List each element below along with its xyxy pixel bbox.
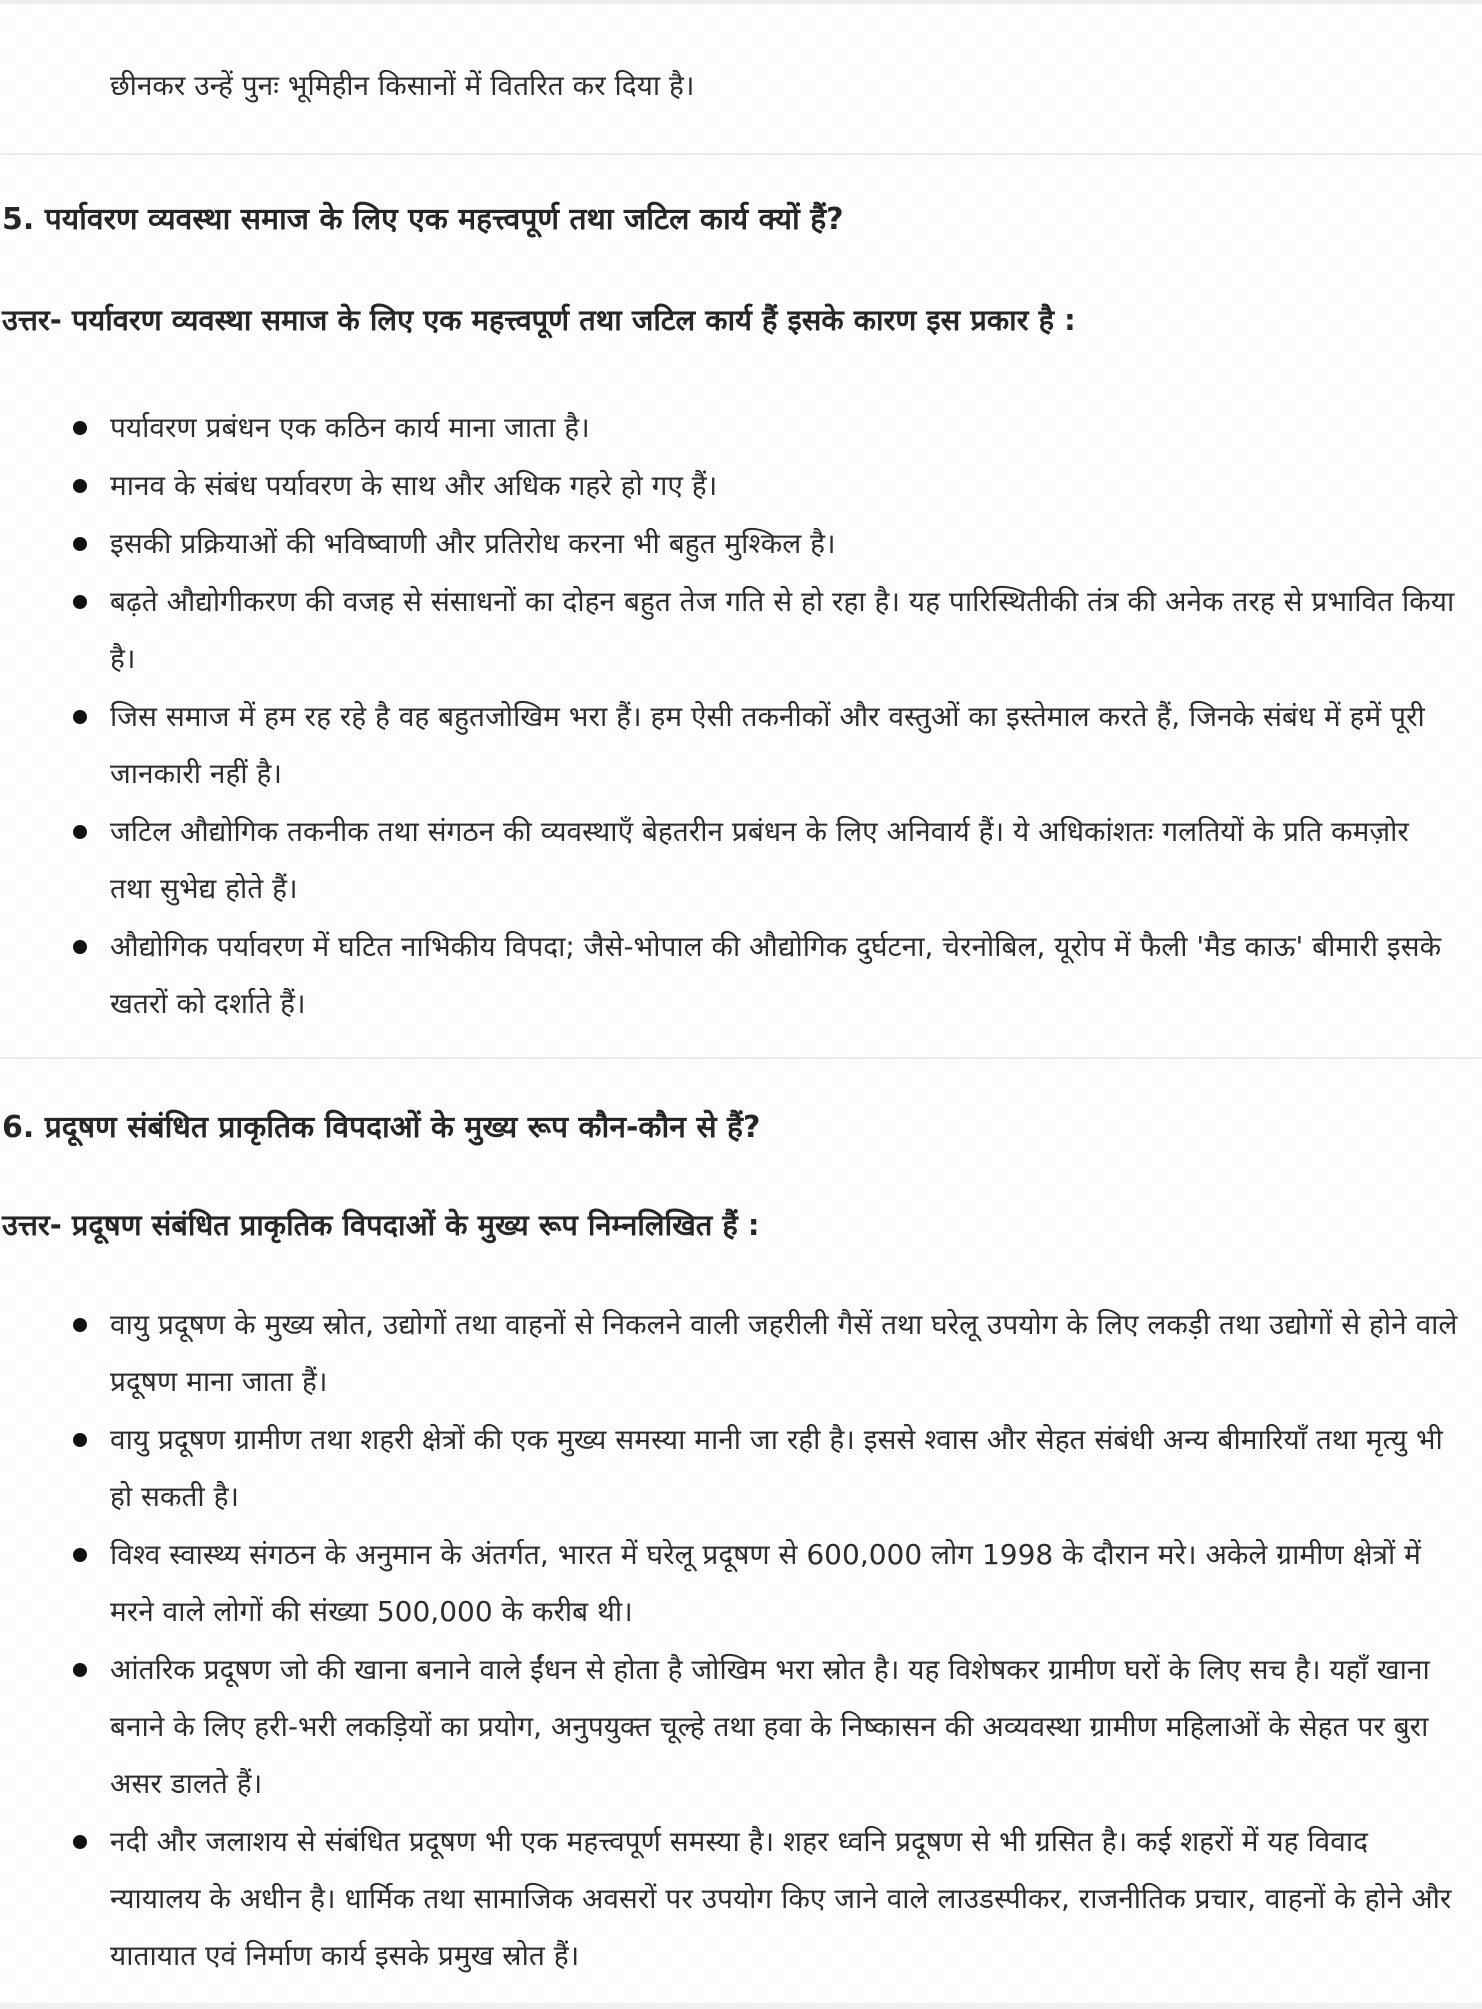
bullet-icon	[73, 1663, 87, 1677]
question-6-answer-intro: उत्तर- प्रदूषण संबंधित प्राकृतिक विपदाओं के मुख्य रूप निम्नलिखित हैं :	[2, 1208, 760, 1242]
question-6-heading: 6. प्रदूषण संबंधित प्राकृतिक विपदाओं के मुख्य रूप कौन-कौन से हैं?	[2, 1110, 761, 1145]
question-5-answer-list	[2, 399, 1458, 1032]
bullet-text: इसकी प्रक्रियाओं की भविष्वाणी और प्रतिरोध करना भी बहुत मुश्किल है।	[110, 527, 836, 560]
bullet-icon	[73, 421, 87, 435]
list-item	[2, 1411, 1458, 1525]
bullet-icon	[73, 479, 87, 493]
bullet-text: बढ़ते औद्योगीकरण की वजह से संसाधनों का दोहन बहुत तेज गति से हो रहा है। यह पारिस्थितीकी तंत्र की अनेक तरह से प्रभावित किया है।	[110, 585, 1455, 675]
bullet-icon	[73, 1433, 87, 1447]
bullet-icon	[73, 1548, 87, 1562]
list-item	[2, 918, 1458, 1032]
list-item	[2, 1526, 1458, 1640]
continuation-text: छीनकर उन्हें पुनः भूमिहीन किसानों में वितरित कर दिया है।	[110, 69, 695, 102]
question-6-answer-list	[2, 1296, 1458, 1984]
bullet-text: मानव के संबंध पर्यावरण के साथ और अधिक गहरे हो गए हैं।	[110, 469, 718, 502]
list-item	[2, 1813, 1458, 1984]
bullet-text: पर्यावरण प्रबंधन एक कठिन कार्य माना जाता है।	[110, 411, 590, 444]
question-5-heading: 5. पर्यावरण व्यवस्था समाज के लिए एक महत्त्वपूर्ण तथा जटिल कार्य क्यों हैं?	[2, 202, 844, 237]
bullet-text: वायु प्रदूषण ग्रामीण तथा शहरी क्षेत्रों की एक मुख्य समस्या मानी जा रही है। इससे श्वास और सेहत संबंधी अन्य बीमारियाँ तथा मृत्यु भी हो सकती है।	[110, 1423, 1443, 1513]
bullet-text: जिस समाज में हम रह रहे है वह बहुतजोखिम भरा हैं। हम ऐसी तकनीकों और वस्तुओं का इस्तेमाल करते हैं, जिनके संबंध में हमें पूरी जानकारी नहीं है।	[110, 700, 1425, 790]
bullet-text: वायु प्रदूषण के मुख्य स्रोत, उद्योगों तथा वाहनों से निकलने वाली जहरीली गैसें तथा घरेलू उपयोग के लिए लकड़ी तथा उद्योगों से होने वाले प्रदूषण माना जाता हैं।	[110, 1308, 1458, 1398]
list-item	[2, 1641, 1458, 1812]
bullet-text: आंतरिक प्रदूषण जो की खाना बनाने वाले ईंधन से होता है जोखिम भरा स्रोत है। यह विशेषकर ग्रामीण घरों के लिए सच है। यहाँ खाना बनाने के लिए हरी-भरी लकड़ियों का प्रयोग, अनुपयुक्त चूल्हे तथा हवा के निष्कासन की अव्यवस्था ग्रामीण महिलाओं के सेहत पर बुरा असर डालते हैं।	[110, 1653, 1430, 1800]
bullet-icon	[73, 710, 87, 724]
list-item	[2, 803, 1458, 917]
list-item	[2, 688, 1458, 802]
bullet-icon	[73, 537, 87, 551]
list-item	[2, 515, 1458, 572]
list-item	[2, 1296, 1458, 1410]
list-item	[2, 457, 1458, 514]
list-item	[2, 573, 1458, 687]
bullet-icon	[73, 595, 87, 609]
bullet-text: जटिल औद्योगिक तकनीक तथा संगठन की व्यवस्थाएँ बेहतरीन प्रबंधन के लिए अनिवार्य हैं। ये अधिकांशतः गलतियों के प्रति कमज़ोर तथा सुभेद्य होते हैं।	[110, 815, 1409, 905]
bottom-strip	[0, 2003, 1482, 2009]
previous-answer-continuation	[0, 4, 1482, 153]
bullet-text: विश्व स्वास्थ्य संगठन के अनुमान के अंतर्गत, भारत में घरेलू प्रदूषण से 600,000 लोग 1998 के दौरान मरे। अकेले ग्रामीण क्षेत्रों में मरने वाले लोगों की संख्या 500,000 के करीब थी।	[110, 1538, 1421, 1628]
bullet-icon	[73, 825, 87, 839]
bullet-text: नदी और जलाशय से संबंधित प्रदूषण भी एक महत्त्वपूर्ण समस्या है। शहर ध्वनि प्रदूषण से भी ग्रसित है। कई शहरों में यह विवाद न्यायालय के अधीन है। धार्मिक तथा सामाजिक अवसरों पर उपयोग किए जाने वाले लाउडस्पीकर, राजनीतिक प्रचार, वाहनों के होने और यातायात एवं निर्माण कार्य इसके प्रमुख स्रोत हैं।	[110, 1825, 1452, 1972]
question-5-answer-intro: उत्तर- पर्यावरण व्यवस्था समाज के लिए एक महत्त्वपूर्ण तथा जटिल कार्य हैं इसके कारण इस प्रकार है :	[2, 303, 1076, 337]
bullet-icon	[73, 940, 87, 954]
bullet-icon	[73, 1318, 87, 1332]
bullet-text: औद्योगिक पर्यावरण में घटित नाभिकीय विपदा; जैसे-भोपाल की औद्योगिक दुर्घटना, चेरनोबिल, यूरोप में फैली 'मैड काऊ' बीमारी इसके खतरों को दर्शाते हैं।	[110, 930, 1442, 1020]
bullet-icon	[73, 1835, 87, 1849]
question-6-section	[0, 1059, 1482, 1984]
question-5-section	[0, 155, 1482, 1057]
list-item	[2, 399, 1458, 456]
